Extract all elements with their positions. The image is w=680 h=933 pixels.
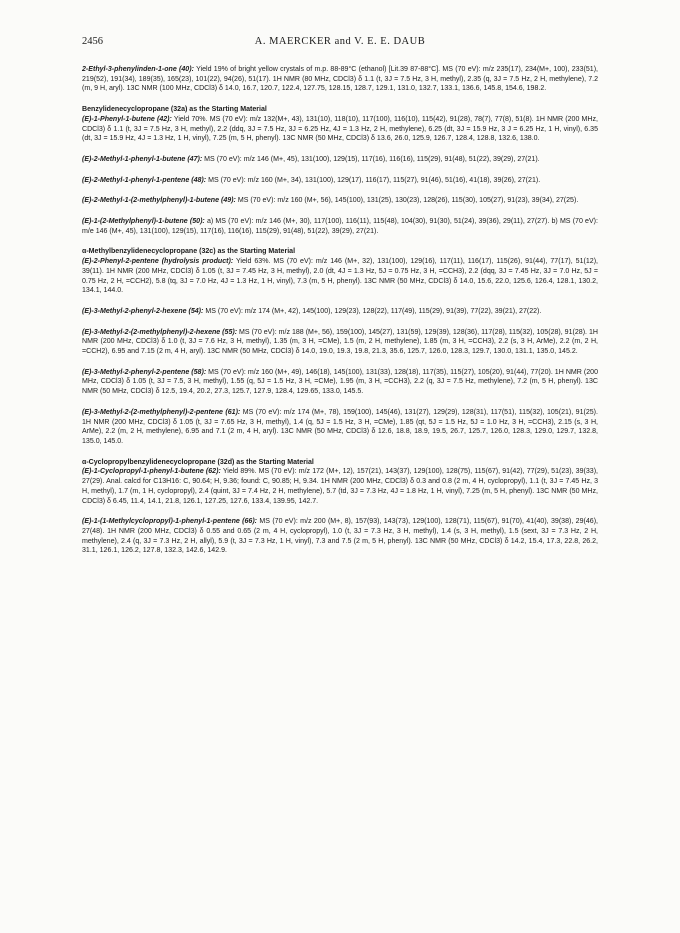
compound-data: MS (70 eV): m/z 160 (M+, 49), 146(18), 145(100), 131(33), 128(18), 117(35), 115(27), 105(20), 91(44), 77(20). 1H NMR (200 MHz, CDCl3) δ 1.05 (t, 3J = 7.5, 3 H, methyl), 1.55 (q, 5J = 1.5 Hz, 3 H, =CMe), 1.95 (m, 3 H, =CCH3), 2.2 (q, 3J = 7.5 Hz, methylene), 7.2 (m, 5 H, phenyl). 13C NMR (50 MHz, CDCl3) δ 12.5, 19.4, 20.2, 27.3, 125.7, 127.9, 128.4, 129.65, 133.0, 145.5.: [82, 368, 598, 396]
compound-data: a) MS (70 eV): m/z 146 (M+, 30), 117(100), 116(11), 115(48), 104(30), 91(30), 51(24), 39(36), 29(11), 27(27). b) MS (70 eV): m/e 146 (M+, 45), 131(100), 129(15), 117(16), 116(16), 115(29), 91(48), 51(22), 39(29), 27(21).: [82, 218, 598, 235]
compound-entry-54: [82, 307, 598, 317]
compound-data: Yield 70%. MS (70 eV): m/z 132(M+, 43), 131(10), 118(10), 117(100), 116(10), 115(42), 91(28), 78(7), 77(8), 51(8). 1H NMR (200 MHz, CDCl3) δ 1.1 (t, 3J = 7.5 Hz, 3 H, methyl), 2.2 (ddq, 3J = 7.5 Hz, 3J = 6.25 Hz, 4J = 1.3 Hz, 2 H, methylene), 6.25 (dt, 3J = 15.9 Hz, 3 J = 6.25 Hz, 1 H, vinyl), 6.35 (dt, 3J = 15.9 Hz, 4J = 1.3 Hz, 1 H, vinyl), 7.25 (m, 5 H, phenyl). 13C NMR (50 MHz, CDCl3) δ 13.6, 26.0, 125.9, 126.7, 128.4, 128.8, 132.6, 138.0.: [82, 115, 598, 143]
compound-name: (E)-3-Methyl-2-(2-methylphenyl)-2-hexene (55):: [82, 328, 238, 336]
compound-entry-47: [82, 155, 598, 165]
compound-name: (E)-2-Phenyl-2-pentene (hydrolysis product):: [82, 258, 234, 266]
compound-entry-49: [82, 196, 598, 206]
compound-entry-62: [82, 467, 598, 506]
compound-name: (E)-1-Phenyl-1-butene (42):: [82, 115, 172, 123]
compound-name: 2-Ethyl-3-phenylinden-1-one (40):: [82, 66, 194, 73]
compound-name: (E)-2-Methyl-1-(2-methylphenyl)-1-butene (49):: [82, 197, 236, 205]
section-heading-32d: α-Cyclopropylbenzylidenecyclopropane (32d) as the Starting Material: [82, 458, 314, 466]
compound-data: MS (70 eV): m/z 160 (M+, 56), 145(100), 131(25), 130(23), 128(26), 115(30), 105(27), 91(23), 39(34), 27(25).: [235, 197, 579, 205]
compound-entry-66: [82, 517, 598, 556]
compound-entry-50: [82, 217, 598, 236]
compound-data: MS (70 eV): m/z 160 (M+, 34), 131(100), 129(17), 116(17), 115(27), 91(46), 51(16), 41(18), 39(26), 27(21).: [206, 176, 541, 184]
compound-entry-40: [82, 65, 598, 94]
compound-entry-58: [82, 368, 598, 397]
compound-name: (E)-3-Methyl-2-phenyl-2-hexene (54):: [82, 307, 204, 315]
compound-name: (E)-1-(2-Methylphenyl)-1-butene (50):: [82, 218, 205, 226]
running-header: [82, 36, 598, 47]
compound-name: (E)-1-(1-Methylcyclopropyl)-1-phenyl-1-pentene (66):: [82, 518, 258, 526]
compound-entry-48: [82, 176, 598, 186]
compound-name: (E)-2-Methyl-1-phenyl-1-pentene (48):: [82, 176, 207, 184]
experimental-body: [82, 65, 598, 556]
compound-data: MS (70 eV): m/z 200 (M+, 8), 157(93), 143(73), 129(100), 128(71), 115(67), 91(70), 41(40), 39(38), 29(46), 27(48). 1H NMR (200 MHz, CDCl3) δ 0.55 and 0.65 (2 m, 4 H, cyclopropyl), 1.0 (t, 3J = 7.3 Hz, 3 H, methyl), 1.4 (s, 3 H, methyl), 1.5 (sext, 3J = 7.3 Hz, 2 H, methylene), 2.4 (q, 3J = 7.3 Hz, 2 H, allyl), 5.9 (t, 3J = 7.3 Hz, 1 H, vinyl), 7.3 and 7.5 (2 m, 5 H, phenyl). 13C NMR (50 MHz, CDCl3) δ 14.2, 15.4, 17.3, 22.8, 26.2, 31.1, 126.1, 126.2, 127.8, 132.3, 142.6, 142.9.: [82, 518, 598, 555]
compound-name: (E)-3-Methyl-2-(2-methylphenyl)-2-pentene (61):: [82, 408, 241, 416]
compound-name: (E)-1-Cyclopropyl-1-phenyl-1-butene (62):: [82, 468, 221, 476]
section-heading-32a: Benzylidenecyclopropane (32a) as the Starting Material: [82, 106, 267, 114]
compound-entry-42: [82, 115, 598, 144]
compound-entry-hydrolysis: [82, 257, 598, 296]
running-authors: A. MAERCKER and V. E. E. DAUB: [254, 36, 426, 47]
compound-data: Yield 89%. MS (70 eV): m/z 172 (M+, 12), 157(21), 143(37), 129(100), 128(75), 115(67), 91(42), 77(29), 51(23), 39(33), 27(29). Anal. calcd for C13H16: C, 90.64; H, 9.36; found: C, 90.85; H, 9.34. 1H NMR (200 MHz, CDCl3) δ 0.3 and 0.8 (2 m, 4 H, cyclopropyl), 1.1 (t, 3J = 7.45 Hz, 3 H, methyl), 1.7 (m, 1 H, cyclopropyl), 2.4 (quint, 3J = 7.4 Hz, 2 H, methylene), 5.7 (td, 3J = 7.3 Hz, 4J = 1.8 Hz, 1 H, vinyl), 7.25 (m, 5 H, phenyl). 13C NMR (50 MHz, CDCl3) δ 6.45, 11.4, 14.1, 21.8, 126.1, 127.25, 127.6, 133.4, 139.95, 142.7.: [82, 468, 598, 505]
compound-entry-55: [82, 328, 598, 357]
compound-name: (E)-2-Methyl-1-phenyl-1-butene (47):: [82, 155, 203, 163]
section-heading-32c: α-Methylbenzylidenecyclopropane (32c) as the Starting Material: [82, 248, 296, 256]
compound-data: MS (70 eV): m/z 174 (M+, 78), 159(100), 145(46), 131(27), 129(29), 128(31), 117(51), 115(32), 105(21), 91(25). 1H NMR (200 MHz, CDCl3) δ 1.05 (t, 3J = 7.65 Hz, 3 H, methyl), 1.4 (q, 5J = 1.5 Hz, 3 H, =CMe), 1.85 (qt, 5J = 1.5 Hz, 5J = 1.0 Hz, 3 H, =CCH3), 2.15 (s, 3 H, ArMe), 2.2 (m, 2 H, methylene), 6.95 and 7.1 (2 m, 4 H, aryl). 13C NMR (50 MHz, CDCl3) δ 12.6, 18.8, 18.9, 19.5, 26.7, 125.7, 126.0, 128.3, 129.0, 129.7, 132.8, 135.0, 145.0.: [82, 408, 598, 445]
compound-data: Yield 19% of bright yellow crystals of m.p. 88-89°C (ethanol) [Lit.39 87-88°C]. MS (70 eV): m/z 235(17), 234(M+, 100), 233(51), 219(52), 191(34), 189(35), 165(23), 101(22), 94(26), 51(17). 1H NMR (80 MHz, CDCl3) δ 1.1 (t, 3J = 7.5 Hz, 3 H, methyl), 2.35 (q, 3J = 7.5 Hz, 2 H, methylene), 7.2 (m, 9 H, aryl). 13C NMR (100 MHz, CDCl3) δ 14.0, 16.7, 120.7, 122.4, 127.75, 128.15, 128.7, 129.1, 131.0, 132.7, 133.1, 136.6, 145.8, 154.6, 198.2.: [82, 66, 598, 93]
compound-data: MS (70 eV): m/z 174 (M+, 42), 145(100), 129(23), 128(22), 117(49), 115(29), 91(39), 77(22), 39(21), 27(22).: [203, 307, 542, 315]
page-number: 2456: [82, 36, 103, 47]
compound-data: Yield 63%. MS (70 eV): m/z 146 (M+, 32), 131(100), 129(16), 117(11), 116(17), 115(26), 91(44), 77(17), 51(12), 39(11). 1H NMR (200 MHz, CDCl3) δ 1.05 (t, 3J = 7.45 Hz, 3 H, methyl), 2.0 (dt, 4J = 1.3 Hz, 5J = 0.75 Hz, 3 H, =CCH3), 2.2 (dqq, 3J = 7.45 Hz, 3J = 7.0 Hz, 5J = 0.75 Hz, 2 H, =CCH2), 5.8 (tq, 3J = 7.0 Hz, 4J = 1.3 Hz, 1 H, vinyl), 7.3 (m, 5 H, phenyl). 13C NMR (50 MHz, CDCl3) δ 14.0, 15.6, 22.0, 125.6, 126.4, 128.1, 130.2, 134.1, 144.0.: [82, 258, 598, 295]
compound-name: (E)-3-Methyl-2-phenyl-2-pentene (58):: [82, 368, 207, 376]
compound-data: MS (70 eV): m/z 146 (M+, 45), 131(100), 129(15), 117(16), 116(16), 115(29), 91(48), 51(22), 39(29), 27(21).: [202, 155, 540, 163]
compound-data: MS (70 eV): m/z 188 (M+, 56), 159(100), 145(27), 131(59), 129(39), 128(36), 117(28), 115(32), 105(28), 91(28). 1H NMR (200 MHz, CDCl3) δ 1.0 (t, 3J = 7.6 Hz, 3 H, methyl), 1.35 (m, 3 H, =CMe), 1.5 (m, 2 H, methylene), 1.85 (m, 3 H, =CCH3), 2.2 (s, 3 H, ArMe), 2.2 (m, 2 H, =CCH2), 6.95 and 7.15 (2 m, 4 H, aryl). 13C NMR (50 MHz, CDCl3) δ 14.0, 19.0, 19.3, 19.8, 21.3, 35.6, 125.7, 126.0, 128.3, 129.7, 130.0, 131.1, 135.0, 145.2.: [82, 328, 598, 356]
compound-entry-61: [82, 408, 598, 447]
